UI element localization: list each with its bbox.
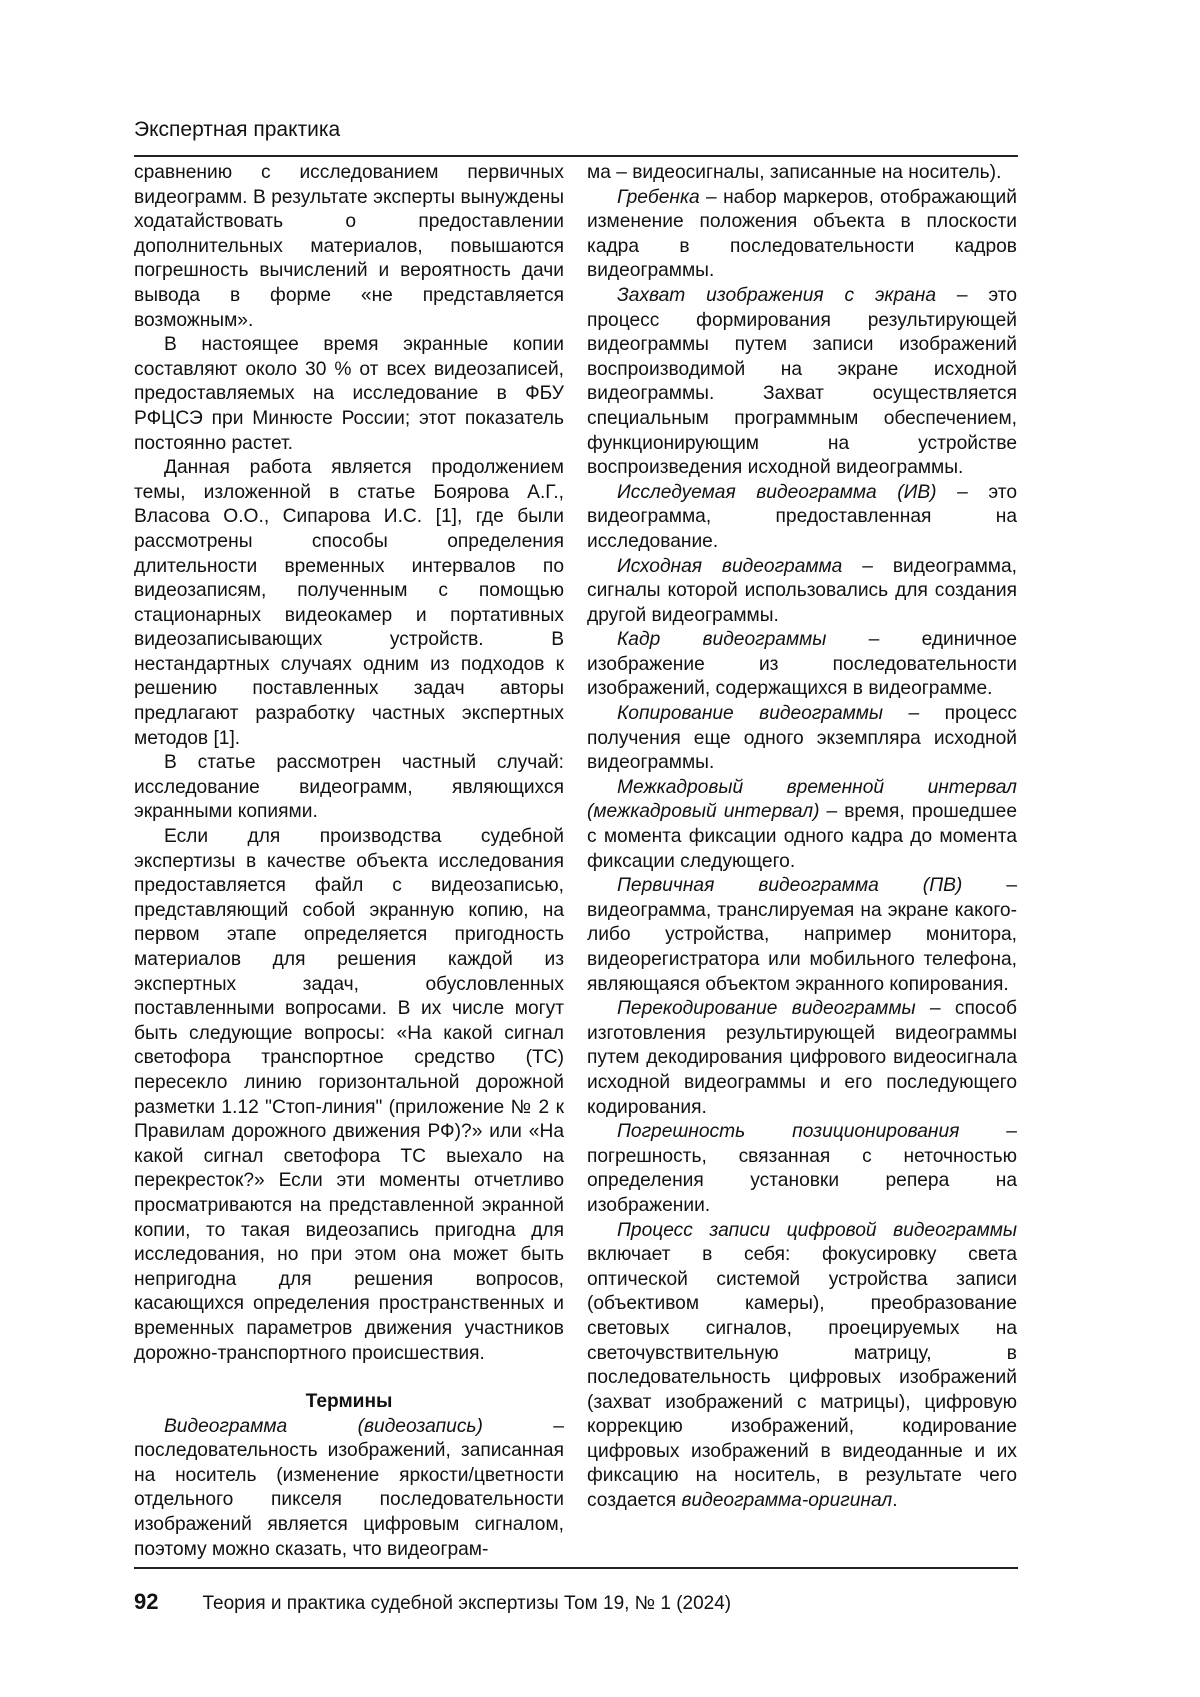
term: Процесс записи цифровой видеограммы [617,1219,1017,1241]
definition: – видеограмма, транслируемая на экране какого-либо устройства, например монитора, видеорегистратора или мобильного телефона, являющаяся объектом экранного копирования. [587,875,1017,995]
definition: – погрешность, связанная с неточностью определения установки репера на изображении. [587,1121,1017,1216]
term: Перекодирование видеограммы [617,998,916,1020]
left-column [134,161,564,1562]
page-footer [134,1589,731,1615]
term: Видеограмма (видеозапись) [164,1415,483,1437]
term-definition [587,874,1017,997]
term-definition [587,555,1017,629]
page-number: 92 [134,1589,159,1614]
footer-rule [134,1567,1018,1569]
term-definition [587,776,1017,874]
running-title: Экспертная практика [134,118,341,141]
term-definition [587,186,1017,284]
term-definition [587,284,1017,481]
term: Межкадровый временной интервал (межкадровый интервал) [587,776,1017,823]
definition: – набор маркеров, отображающий изменение положения объекта в плоскости кадра в последовательности кадров видеограммы. [587,186,1017,282]
right-column [587,161,1017,1514]
definition: включает в себя: фокусировку света оптической системой устройства записи (объективом камеры), преобразование световых сигналов, проецируемых на светочувствительную матрицу, в последовательность цифровых изображений (захват изображений с матрицы), цифровую коррекцию изображений, кодирование цифровых изображений в видеоданные и их фиксацию на носитель, в результате чего создается [587,1244,1017,1512]
term: Погрешность позиционирования [617,1121,960,1143]
paragraph: Если для производства судебной экспертизы в качестве объекта исследования предоставляется файл с видеозаписью, представляющий собой экранную копию, на первом этапе определяется пригодность материалов для решения каждой из экспертных задач, обусловленных поставленными вопросами. В их числе могут быть следующие вопросы: «На какой сигнал светофора транспортное средство (ТС) пересекло линию горизонтальной дорожной разметки 1.12 "Стоп-линия" (приложение № 2 к Правилам дорожного движения РФ)?» или «На какой сигнал светофора ТС выехало на перекресток?» Если эти моменты отчетливо просматриваются на представленной экранной копии, то такая видеозапись пригодна для исследования, но при этом она может быть непригодна для решения вопросов, касающихся определения пространственных и временных параметров движения участников дорожно-транспортного происшествия. [134,826,564,1364]
definition: – время, прошедшее с момента фиксации одного кадра до момента фиксации следующего. [587,801,1017,872]
term: Первичная видеограмма (ПВ) [617,875,963,897]
definition: – видеограмма, сигналы которой использовались для создания другой видеограммы. [587,555,1018,626]
definition: – это видеограмма, предоставленная на исследование. [587,481,1017,552]
paragraph: ма – видеосигналы, записанные на носитель). [587,162,1002,183]
term: Кадр видеограммы [617,629,827,651]
term-emphasis: видеограмма-оригинал [681,1490,893,1512]
paragraph: В настоящее время экранные копии составляют около 30 % от всех видеозаписей, предоставляемых на исследование в ФБУ РФЦСЭ при Минюсте России; этот показатель постоянно растет. [134,334,564,454]
term-definition [587,1120,1017,1218]
term: Копирование видеограммы [617,703,884,725]
term: Захват изображения с экрана [617,284,937,306]
journal-citation: Теория и практика судебной экспертизы Том 19, № 1 (2024) [202,1593,732,1614]
term-definition [587,1219,1017,1514]
paragraph: сравнению с исследованием первичных видеограмм. В результате эксперты вынуждены ходатайствовать о предоставлении дополнительных материалов, повышаются погрешность вычислений и вероятность дачи вывода в форме «не представляется возможным». [134,162,564,331]
header-rule [134,155,1018,157]
definition: – процесс получения еще одного экземпляра исходной видеограммы. [587,703,1017,774]
term: Исследуемая видеограмма (ИВ) [617,481,937,503]
definition: – это процесс формирования результирующей видеограммы путем записи изображений воспроизводимой на экране исходной видеограммы. Захват осуществляется специальным программным обеспечением, функционирующим на устройстве воспроизведения исходной видеограммы. [587,284,1017,479]
paragraph: Данная работа является продолжением темы, изложенной в статье Боярова А.Г., Власова О.О., Сипарова И.С. [1], где были рассмотрены способы определения длительности временных интервалов по видеозаписям, полученным с помощью стационарных видеокамер и портативных видеозаписывающих устройств. В нестандартных случаях одним из подходов к решению поставленных задач авторы предлагают разработку частных экспертных методов [1]. [134,457,564,749]
term: Гребенка [617,186,700,208]
definition: – последовательность изображений, записанная на носитель (изменение яркости/цветности отдельного пикселя последовательности изображений является цифровым сигналом, поэтому можно сказать, что видеограм- [134,1415,564,1560]
term: Исходная видеограмма [617,555,843,577]
term-definition [134,1415,564,1563]
paragraph: В статье рассмотрен частный случай: исследование видеограмм, являющихся экранными копиями. [134,752,564,823]
term-definition [587,628,1017,702]
definition-end: . [892,1490,898,1512]
term-definition [587,702,1017,776]
section-title: Термины [305,1391,393,1413]
term-definition [587,997,1017,1120]
term-definition [587,481,1017,555]
definition: – единичное изображение из последовательности изображений, содержащихся в видеограмме. [587,629,1017,700]
definition: – способ изготовления результирующей видеограммы путем декодирования цифрового видеосигнала исходной видеограммы и его последующего кодирования. [587,998,1017,1118]
